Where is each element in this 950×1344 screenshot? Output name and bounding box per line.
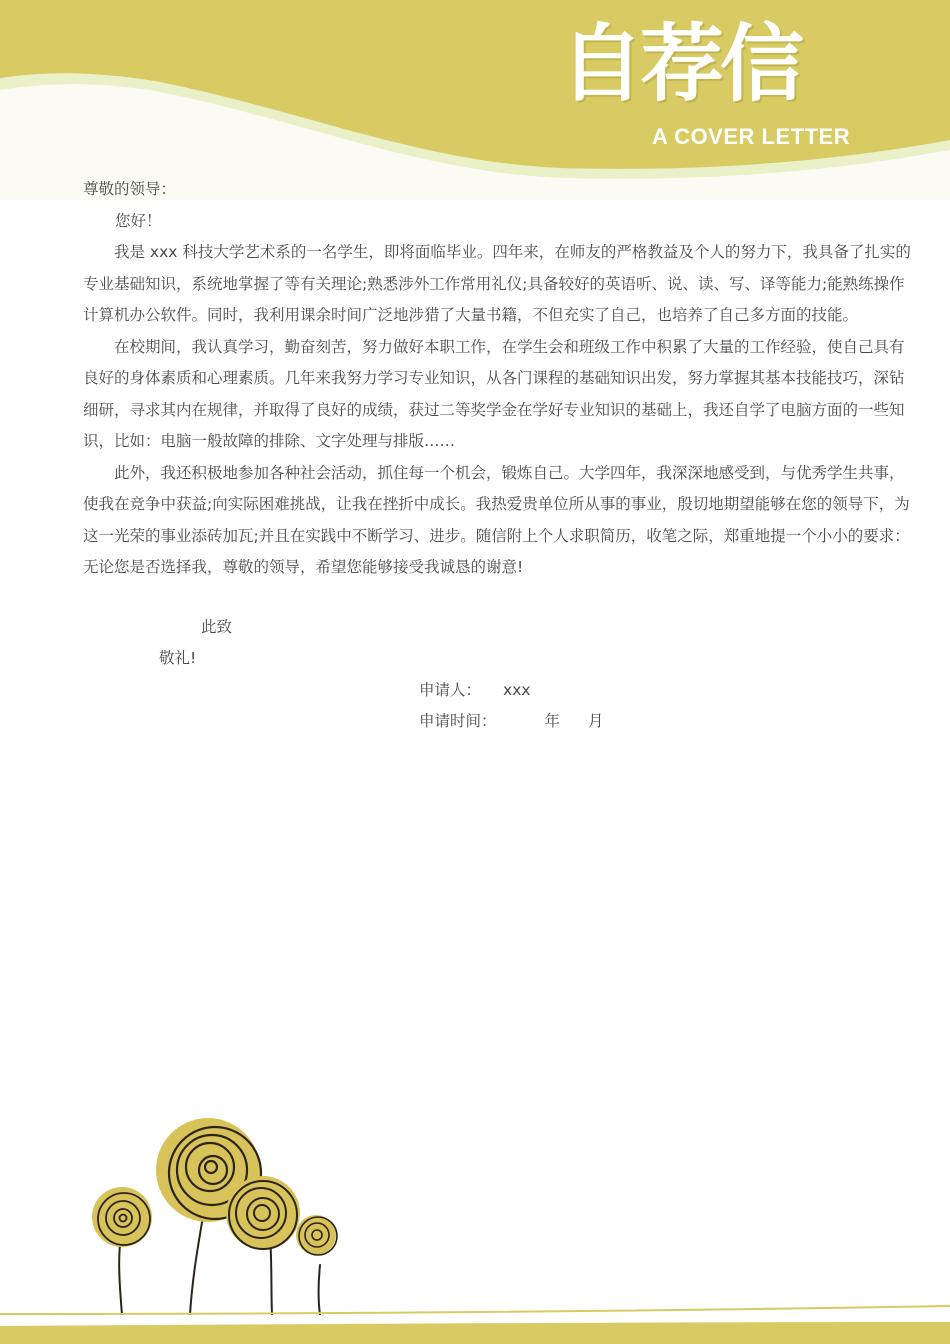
closing-regards: 此致 <box>201 617 233 636</box>
letter-body <box>83 174 915 738</box>
date-month: 月 <box>588 712 604 730</box>
paragraph-1: 我是 xxx 科技大学艺术系的一名学生，即将面临毕业。四年来，在师友的严格教益及个人的努力下，我具备了扎实的专业基础知识，系统地掌握了等有关理论;熟悉涉外工作常用礼仪;具备较好的英语听、说、读、写、译等能力;能熟练操作计算机办公软件。同时，我利用课余时间广泛地涉猎了大量书籍，不但充实了自己，也培养了自己多方面的技能。 <box>83 243 911 324</box>
paragraph-2: 在校期间，我认真学习，勤奋刻苦，努力做好本职工作，在学生会和班级工作中积累了大量的工作经验，使自己具有良好的身体素质和心理素质。几年来我努力学习专业知识，从各门课程的基础知识出发，努力掌握其基本技能技巧，深钻细研，寻求其内在规律，并取得了良好的成绩，获过二等奖学金在学好专业知识的基础上，我还自学了电脑方面的一些知识，比如：电脑一般故障的排除、文字处理与排版…… <box>83 337 905 450</box>
paragraph-3: 此外，我还积极地参加各种社会活动，抓住每一个机会，锻炼自己。大学四年，我深深地感受到，与优秀学生共事，使我在竞争中获益;向实际困难挑战，让我在挫折中成长。我热爱贵单位所从事的事业，殷切地期望能够在您的领导下，为这一光荣的事业添砖加瓦;并且在实践中不断学习、进步。随信附上个人求职简历，收笔之际，郑重地提一个小小的要求：无论您是否选择我，尊敬的领导，希望您能够接受我诚恳的谢意! <box>83 463 910 576</box>
applicant-label: 申请人： <box>419 680 482 699</box>
title-chinese: 自荐信 <box>560 14 801 113</box>
applicant-line <box>83 675 915 707</box>
applicant-name: xxx <box>503 680 531 699</box>
salutation: 尊敬的领导： <box>83 180 177 198</box>
header-wave <box>0 0 950 200</box>
greeting: 您好！ <box>115 211 162 230</box>
flower-left <box>92 1187 152 1247</box>
closing-salute: 敬礼! <box>159 649 197 667</box>
date-year: 年 <box>544 712 561 730</box>
flower-small <box>296 1215 337 1255</box>
title-english: A COVER LETTER <box>652 124 851 149</box>
date-label: 申请时间： <box>419 712 497 730</box>
footer-band <box>0 1300 950 1344</box>
flower-medium <box>226 1176 300 1250</box>
date-line <box>83 706 915 738</box>
flower-illustration <box>80 1115 360 1315</box>
